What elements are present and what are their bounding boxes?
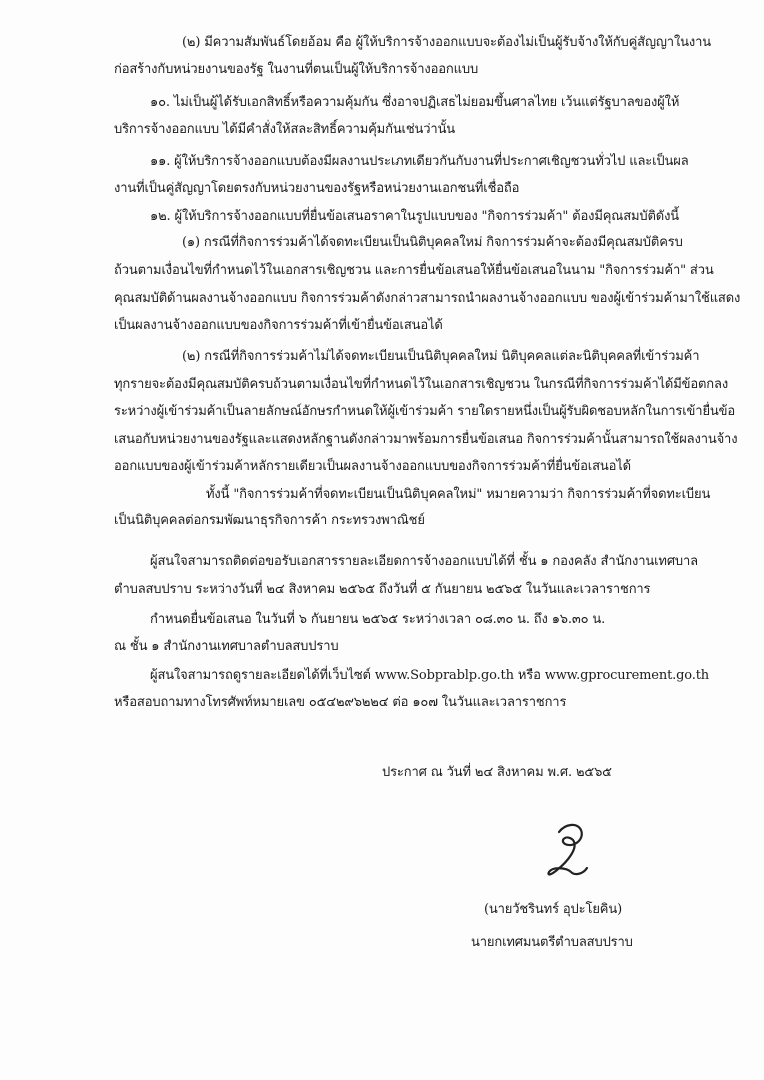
signature-image bbox=[537, 818, 599, 882]
announcement-date: ประกาศ ณ วันที่ ๒๔ สิงหาคม พ.ศ. ๒๕๖๕ bbox=[382, 765, 612, 780]
item-12-heading: ๑๒. ผู้ให้บริการจ้างออกแบบที่ยื่นข้อเสนอราคาในรูปแบบของ "กิจการร่วมค้า" ต้องมีคุณสมบัติดังนี้ bbox=[150, 209, 680, 224]
item-9-2-line-1: (๒) มีความสัมพันธ์โดยอ้อม คือ ผู้ให้บริการจ้างออกแบบจะต้องไม่เป็นผู้รับจ้างให้กับคู่สัญญาในงาน bbox=[182, 35, 711, 50]
item-12-2-line-1: (๒) กรณีที่กิจการร่วมค้าไม่ได้จดทะเบียนเป็นนิติบุคคลใหม่ นิติบุคคลแต่ละนิติบุคคลที่เข้าร่วมค้า bbox=[182, 349, 700, 364]
item-12-2-line-3: ระหว่างผู้เข้าร่วมค้าเป็นลายลักษณ์อักษรกำหนดให้ผู้เข้าร่วมค้า รายใดรายหนึ่งเป็นผู้รับผิดชอบหลักในการเข้ายื่นข้อ bbox=[114, 404, 736, 419]
item-12-2-line-2: ทุกรายจะต้องมีคุณสมบัติครบถ้วนตามเงื่อนไขที่กำหนดไว้ในเอกสารเชิญชวน ในกรณีที่กิจการร่วมค้าได้มีข้อตกลง bbox=[114, 377, 729, 392]
submission-line-2: ณ ชั้น ๑ สำนักงานเทศบาลตำบลสบปราบ bbox=[114, 639, 339, 654]
definition-line-1: ทั้งนี้ "กิจการร่วมค้าที่จดทะเบียนเป็นนิติบุคคลใหม่" หมายความว่า กิจการร่วมค้าที่จดทะเบียน bbox=[206, 487, 711, 502]
definition-line-2: เป็นนิติบุคคลต่อกรมพัฒนาธุรกิจการค้า กระทรวงพาณิชย์ bbox=[114, 513, 425, 528]
contact-line-2: ตำบลสบปราบ ระหว่างวันที่ ๒๔ สิงหาคม ๒๕๖๕ ถึงวันที่ ๕ กันยายน ๒๕๖๕ ในวันและเวลาราชการ bbox=[114, 582, 651, 597]
item-12-1-line-3: คุณสมบัติด้านผลงานจ้างออกแบบ กิจการร่วมค้าดังกล่าวสามารถนำผลงานจ้างออกแบบ ของผู้เข้าร่วมค้ามาใช้แสดง bbox=[114, 291, 741, 306]
submission-line-1: กำหนดยื่นข้อเสนอ ในวันที่ ๖ กันยายน ๒๕๖๕ ระหว่างเวลา ๐๘.๓๐ น. ถึง ๑๖.๓๐ น. bbox=[150, 612, 606, 627]
website-line-2: หรือสอบถามทางโทรศัพท์หมายเลข ๐๕๔๒๙๖๒๒๔ ต่อ ๑๐๗ ในวันและเวลาราชการ bbox=[114, 695, 567, 710]
item-11-line-1: ๑๑. ผู้ให้บริการจ้างออกแบบต้องมีผลงานประเภทเดียวกันกับงานที่ประกาศเชิญชวนทั่วไป และเป็นผล bbox=[150, 154, 689, 169]
item-12-1-line-2: ถ้วนตามเงื่อนไขที่กำหนดไว้ในเอกสารเชิญชวน และการยื่นข้อเสนอให้ยื่นข้อเสนอในนาม "กิจการร่วมค้า" ส่วน bbox=[114, 263, 714, 278]
item-12-2-line-4: เสนอกับหน่วยงานของรัฐและแสดงหลักฐานดังกล่าวมาพร้อมการยื่นข้อเสนอ กิจการร่วมค้านั้นสามารถใช้ผลงานจ้าง bbox=[114, 432, 738, 447]
signer-name: (นายวัชรินทร์ อุปะโยคิน) bbox=[484, 902, 622, 917]
contact-line-1: ผู้สนใจสามารถติดต่อขอรับเอกสารรายละเอียดการจ้างออกแบบได้ที่ ชั้น ๑ กองคลัง สำนักงานเทศบาล bbox=[150, 554, 698, 569]
website-line-1: ผู้สนใจสามารถดูรายละเอียดได้ที่เว็บไซต์ www.Sobprablp.go.th หรือ www.gprocurement.go.th bbox=[150, 668, 710, 683]
item-11-line-2: งานที่เป็นคู่สัญญาโดยตรงกับหน่วยงานของรัฐหรือหน่วยงานเอกชนที่เชื่อถือ bbox=[114, 181, 520, 196]
item-10-line-2: บริการจ้างออกแบบ ได้มีคำสั่งให้สละสิทธิ์ความคุ้มกันเช่นว่านั้น bbox=[114, 122, 456, 137]
item-9-2-line-2: ก่อสร้างกับหน่วยงานของรัฐ ในงานที่ตนเป็นผู้ให้บริการจ้างออกแบบ bbox=[114, 62, 479, 77]
signer-title: นายกเทศมนตรีตำบลสบปราบ bbox=[471, 935, 633, 950]
item-10-line-1: ๑๐. ไม่เป็นผู้ได้รับเอกสิทธิ์หรือความคุ้มกัน ซึ่งอาจปฏิเสธไม่ยอมขึ้นศาลไทย เว้นแต่รัฐบาลของผู้ให้ bbox=[150, 95, 680, 110]
item-12-1-line-1: (๑) กรณีที่กิจการร่วมค้าได้จดทะเบียนเป็นนิติบุคคลใหม่ กิจการร่วมค้าจะต้องมีคุณสมบัติครบ bbox=[182, 235, 683, 250]
item-12-1-line-4: เป็นผลงานจ้างออกแบบของกิจการร่วมค้าที่เข้ายื่นข้อเสนอได้ bbox=[114, 318, 443, 333]
item-12-2-line-5: ออกแบบของผู้เข้าร่วมค้าหลักรายเดียวเป็นผลงานจ้างออกแบบของกิจการร่วมค้าที่ยื่นข้อเสนอได้ bbox=[114, 459, 631, 474]
